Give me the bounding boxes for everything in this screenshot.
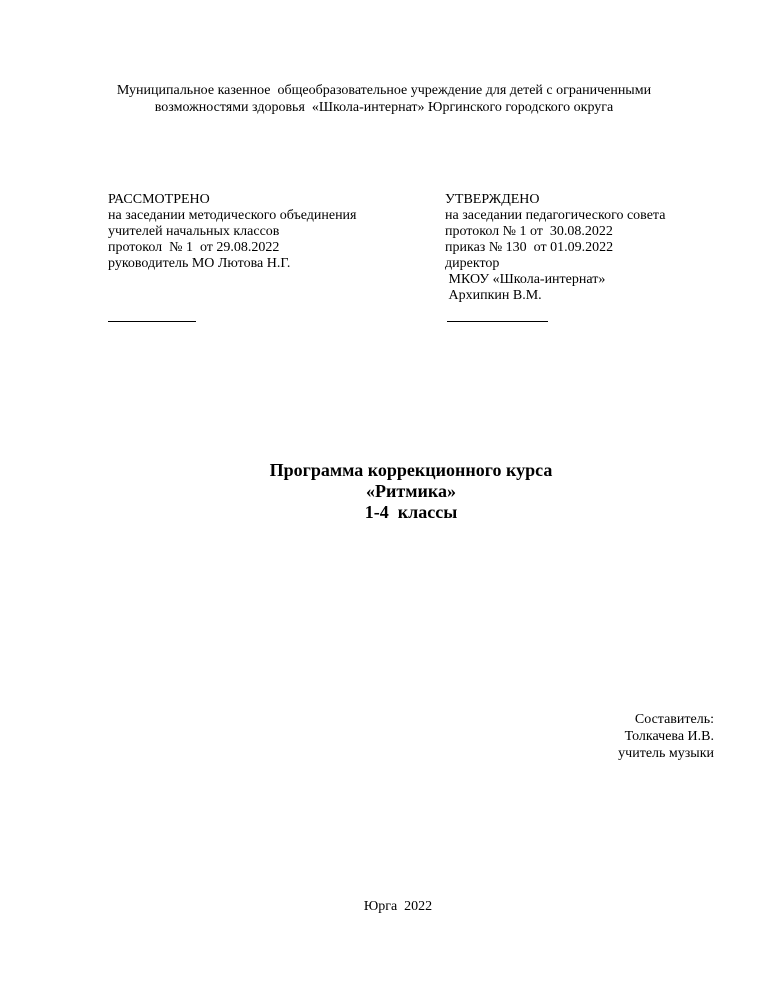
approved-protocol: протокол № 1 от 30.08.2022 <box>445 224 613 239</box>
approved-order: приказ № 130 от 01.09.2022 <box>445 240 614 255</box>
approved-title: УТВЕРЖДЕНО <box>445 192 540 207</box>
considered-line-2: учителей начальных классов <box>108 224 280 239</box>
approved-signature-line <box>447 321 548 322</box>
approved-block <box>445 192 665 304</box>
considered-signature-line <box>108 321 196 322</box>
institution-name-line-1: Муниципальное казенное общеобразовательное учреждение для детей с ограниченными <box>116 83 652 98</box>
composer-position: учитель музыки <box>618 746 714 761</box>
approved-director-name: Архипкин В.М. <box>445 288 542 303</box>
composer-label: Составитель: <box>634 712 714 727</box>
composer-name: Толкачева И.В. <box>624 729 714 744</box>
approved-line-1: на заседании педагогического совета <box>445 208 666 223</box>
program-title-line-2: «Ритмика» <box>366 481 456 501</box>
approved-school: МКОУ «Школа-интернат» <box>445 272 606 287</box>
considered-head: руководитель МО Лютова Н.Г. <box>108 256 291 271</box>
considered-protocol: протокол № 1 от 29.08.2022 <box>108 240 280 255</box>
considered-line-1: на заседании методического объединения <box>108 208 357 223</box>
approved-director-label: директор <box>445 256 500 271</box>
program-title-line-1: Программа коррекционного курса <box>269 460 553 480</box>
considered-block <box>108 192 357 272</box>
considered-title: РАССМОТРЕНО <box>108 192 210 207</box>
program-title-line-3: 1-4 классы <box>364 502 458 522</box>
program-title <box>0 460 768 523</box>
institution-header <box>60 82 708 116</box>
institution-name-line-2: возможностями здоровья «Школа-интернат» Юргинского городского округа <box>154 100 614 115</box>
composer-block <box>618 711 714 762</box>
footer-city-year: Юрга 2022 <box>363 899 433 914</box>
